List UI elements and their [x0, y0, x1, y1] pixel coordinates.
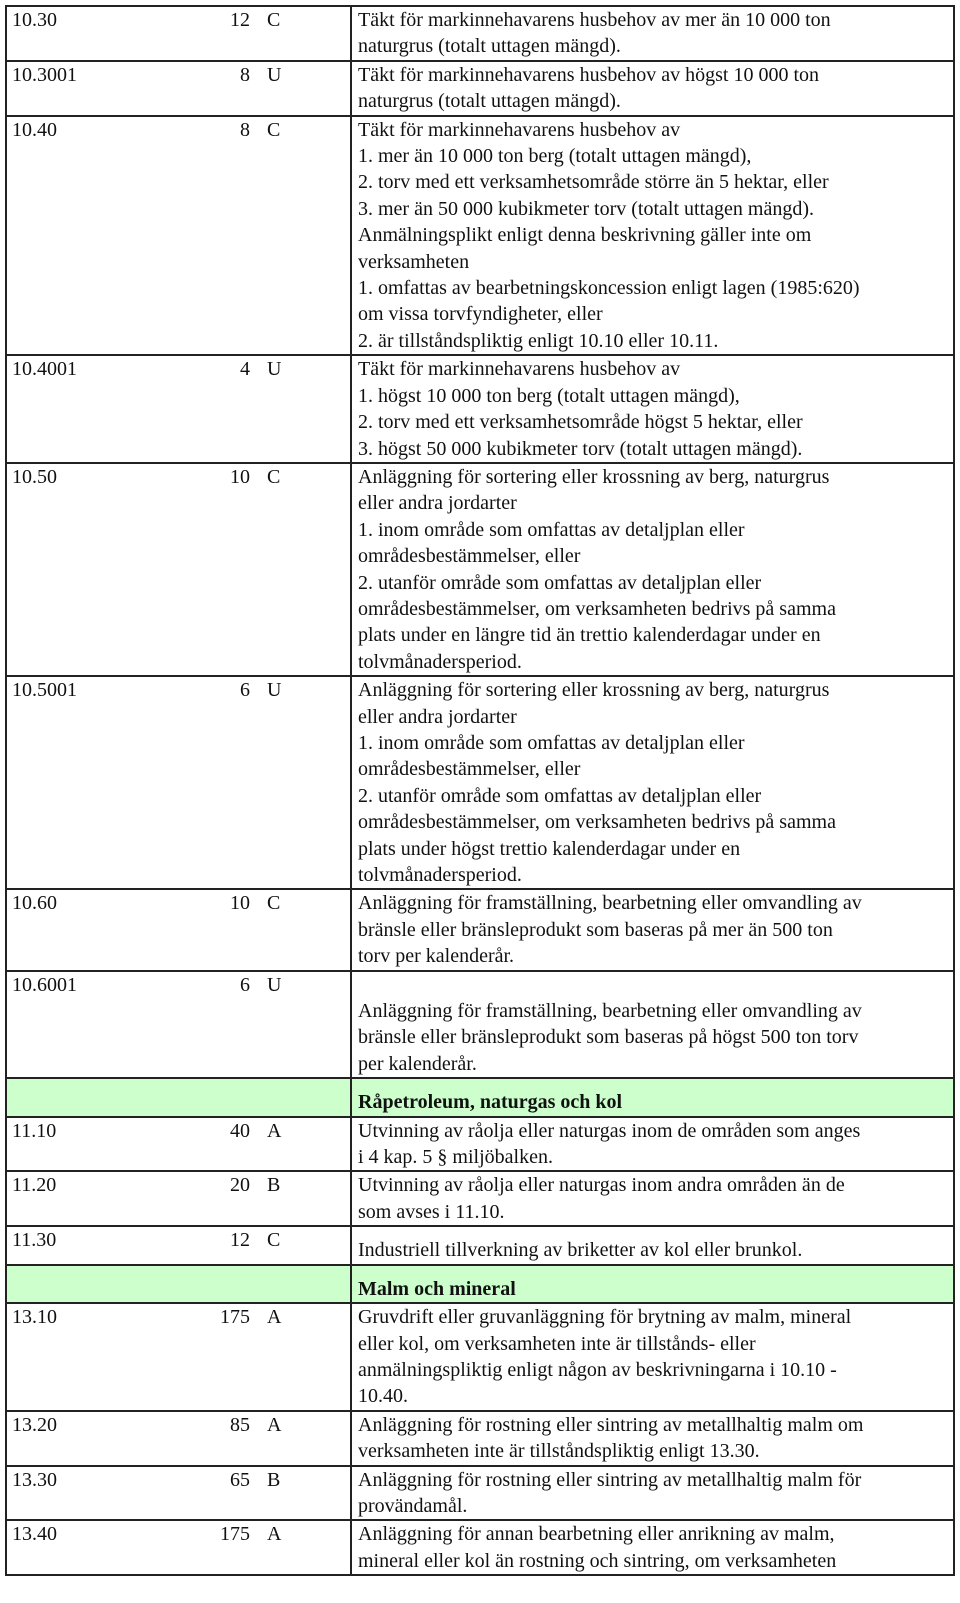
permit-class: C — [251, 463, 351, 676]
activity-code: 10.5001 — [6, 676, 161, 889]
inspection-points: 8 — [161, 61, 251, 116]
activity-code-document — [5, 5, 953, 1576]
description-line: Täkt för markinnehavarens husbehov av — [358, 358, 681, 381]
description-line: tolvmånadersperiod. — [358, 864, 522, 886]
inspection-points: 65 — [161, 1466, 251, 1521]
description-line: 2. torv med ett verksamhetsområde större än 5 hektar, eller — [358, 171, 829, 194]
activity-code: 10.3001 — [6, 61, 161, 116]
section-title: Råpetroleum, naturgas och kol — [351, 1078, 954, 1116]
description-line: bränsle eller bränsleprodukt som baseras på mer än 500 ton — [358, 918, 833, 941]
inspection-points: 12 — [161, 1226, 251, 1264]
table-row — [6, 1303, 954, 1411]
description-line: verksamheten — [358, 250, 470, 273]
activity-code: 11.20 — [6, 1171, 161, 1226]
description-line: naturgrus (totalt uttagen mängd). — [358, 35, 621, 58]
permit-class: A — [251, 1117, 351, 1172]
activity-description — [351, 463, 954, 676]
permit-class: C — [251, 1226, 351, 1264]
description-line: Täkt för markinnehavarens husbehov av högst 10 000 ton — [358, 63, 820, 86]
activity-description — [351, 6, 954, 61]
description-line: eller andra jordarter — [358, 492, 517, 515]
description-line: 2. torv med ett verksamhetsområde högst 5 hektar, eller — [358, 411, 803, 434]
permit-class: C — [251, 116, 351, 356]
permit-class: U — [251, 676, 351, 889]
inspection-points: 6 — [161, 971, 251, 1079]
inspection-points: 20 — [161, 1171, 251, 1226]
description-line: torv per kalenderår. — [358, 945, 515, 968]
activity-code: 13.20 — [6, 1411, 161, 1466]
inspection-points: 85 — [161, 1411, 251, 1466]
activity-table-body — [6, 6, 954, 1575]
activity-description — [351, 676, 954, 889]
description-line: 10.40. — [358, 1385, 408, 1408]
activity-table — [5, 5, 955, 1576]
section-empty-cell — [6, 1265, 161, 1303]
description-line: 1. inom område som omfattas av detaljplan eller — [358, 518, 745, 541]
description-line: naturgrus (totalt uttagen mängd). — [358, 90, 621, 113]
description-line: områdesbestämmelser, om verksamheten bedrivs på samma — [358, 597, 836, 620]
inspection-points: 6 — [161, 676, 251, 889]
activity-code: 10.60 — [6, 889, 161, 970]
activity-code: 10.40 — [6, 116, 161, 356]
activity-code: 13.10 — [6, 1303, 161, 1411]
description-line: i 4 kap. 5 § miljöbalken. — [358, 1146, 553, 1169]
section-title: Malm och mineral — [351, 1265, 954, 1303]
inspection-points: 175 — [161, 1303, 251, 1411]
table-row — [6, 61, 954, 116]
description-line: Utvinning av råolja eller naturgas inom andra områden än de — [358, 1174, 845, 1197]
description-line: områdesbestämmelser, eller — [358, 545, 581, 568]
permit-class: U — [251, 61, 351, 116]
description-line: plats under en längre tid än trettio kalenderdagar under en — [358, 624, 821, 647]
description-line: 3. högst 50 000 kubikmeter torv (totalt uttagen mängd). — [358, 437, 803, 460]
inspection-points: 12 — [161, 6, 251, 61]
description-line: provändamål. — [358, 1494, 468, 1517]
inspection-points: 10 — [161, 463, 251, 676]
description-line — [358, 972, 949, 998]
description-line: Gruvdrift eller gruvanläggning för brytning av malm, mineral — [358, 1306, 852, 1329]
table-row — [6, 1466, 954, 1521]
activity-description — [351, 889, 954, 970]
activity-code: 10.30 — [6, 6, 161, 61]
permit-class: B — [251, 1466, 351, 1521]
description-line: Anläggning för sortering eller krossning av berg, naturgrus — [358, 465, 830, 488]
activity-description — [351, 1520, 954, 1575]
description-line: om vissa torvfyndigheter, eller — [358, 303, 603, 326]
activity-description — [351, 971, 954, 1079]
table-row — [6, 1117, 954, 1172]
description-line: områdesbestämmelser, eller — [358, 758, 581, 781]
inspection-points: 4 — [161, 355, 251, 463]
table-row — [6, 355, 954, 463]
permit-class: A — [251, 1303, 351, 1411]
description-line: eller kol, om verksamheten inte är tillstånds- eller — [358, 1332, 756, 1355]
permit-class: U — [251, 355, 351, 463]
description-line: anmälningspliktig enligt någon av beskrivningarna i 10.10 - — [358, 1358, 837, 1381]
permit-class: B — [251, 1171, 351, 1226]
description-line: 1. mer än 10 000 ton berg (totalt uttagen mängd), — [358, 145, 752, 168]
description-line: Anläggning för rostning eller sintring av metallhaltig malm för — [358, 1468, 862, 1491]
description-line: 2. är tillståndspliktig enligt 10.10 eller 10.11. — [358, 329, 719, 352]
activity-description — [351, 1466, 954, 1521]
activity-code: 11.30 — [6, 1226, 161, 1264]
section-empty-cell — [251, 1078, 351, 1116]
description-line: Industriell tillverkning av briketter av kol eller brunkol. — [358, 1239, 803, 1262]
description-line: Anläggning för framställning, bearbetning eller omvandling av — [358, 1000, 862, 1023]
table-row — [6, 1411, 954, 1466]
activity-description — [351, 355, 954, 463]
description-line: per kalenderår. — [358, 1052, 477, 1075]
activity-description — [351, 1303, 954, 1411]
activity-description — [351, 1171, 954, 1226]
table-row — [6, 116, 954, 356]
table-row — [6, 971, 954, 1079]
permit-class: C — [251, 6, 351, 61]
description-line: Anmälningsplikt enligt denna beskrivning gäller inte om — [358, 224, 812, 247]
table-row — [6, 889, 954, 970]
section-empty-cell — [6, 1078, 161, 1116]
section-empty-cell — [161, 1078, 251, 1116]
activity-code: 11.10 — [6, 1117, 161, 1172]
description-line: eller andra jordarter — [358, 705, 517, 728]
table-row — [6, 1520, 954, 1575]
activity-description — [351, 61, 954, 116]
description-line: 1. omfattas av bearbetningskoncession enligt lagen (1985:620) — [358, 277, 860, 300]
table-row — [6, 1171, 954, 1226]
inspection-points: 40 — [161, 1117, 251, 1172]
table-row — [6, 6, 954, 61]
activity-code: 10.6001 — [6, 971, 161, 1079]
description-line: Anläggning för annan bearbetning eller anrikning av malm, — [358, 1523, 835, 1546]
description-line: områdesbestämmelser, om verksamheten bedrivs på samma — [358, 811, 836, 834]
description-line: 1. inom område som omfattas av detaljplan eller — [358, 731, 745, 754]
inspection-points: 8 — [161, 116, 251, 356]
description-line: mineral eller kol än rostning och sintring, om verksamheten — [358, 1549, 837, 1572]
description-line: Täkt för markinnehavarens husbehov av mer än 10 000 ton — [358, 9, 831, 31]
section-empty-cell — [251, 1265, 351, 1303]
description-line: plats under högst trettio kalenderdagar under en — [358, 837, 741, 860]
description-line: Utvinning av råolja eller naturgas inom de områden som anges — [358, 1119, 861, 1142]
inspection-points: 10 — [161, 889, 251, 970]
table-row — [6, 676, 954, 889]
section-empty-cell — [161, 1265, 251, 1303]
table-row — [6, 463, 954, 676]
description-line: som avses i 11.10. — [358, 1200, 505, 1223]
activity-code: 10.50 — [6, 463, 161, 676]
activity-code: 13.40 — [6, 1520, 161, 1575]
description-line: Anläggning för framställning, bearbetning eller omvandling av — [358, 892, 862, 915]
permit-class: U — [251, 971, 351, 1079]
description-line: bränsle eller bränsleprodukt som baseras på högst 500 ton torv — [358, 1026, 859, 1049]
description-line: tolvmånadersperiod. — [358, 650, 522, 673]
permit-class: A — [251, 1411, 351, 1466]
section-header-row — [6, 1265, 954, 1303]
permit-class: C — [251, 889, 351, 970]
section-header-row — [6, 1078, 954, 1116]
description-line: Anläggning för sortering eller krossning av berg, naturgrus — [358, 679, 830, 702]
activity-description — [351, 1226, 954, 1264]
description-line: Anläggning för rostning eller sintring av metallhaltig malm om — [358, 1413, 864, 1436]
activity-code: 13.30 — [6, 1466, 161, 1521]
table-row — [6, 1226, 954, 1264]
description-line: 1. högst 10 000 ton berg (totalt uttagen mängd), — [358, 384, 740, 407]
activity-description — [351, 116, 954, 356]
inspection-points: 175 — [161, 1520, 251, 1575]
description-line: 2. utanför område som omfattas av detaljplan eller — [358, 784, 762, 807]
description-line: Täkt för markinnehavarens husbehov av — [358, 118, 681, 141]
permit-class: A — [251, 1520, 351, 1575]
description-line: 2. utanför område som omfattas av detaljplan eller — [358, 571, 762, 594]
description-line: verksamheten inte är tillståndspliktig enligt 13.30. — [358, 1440, 760, 1463]
description-line: 3. mer än 50 000 kubikmeter torv (totalt uttagen mängd). — [358, 197, 814, 220]
activity-description — [351, 1411, 954, 1466]
activity-description — [351, 1117, 954, 1172]
activity-code: 10.4001 — [6, 355, 161, 463]
